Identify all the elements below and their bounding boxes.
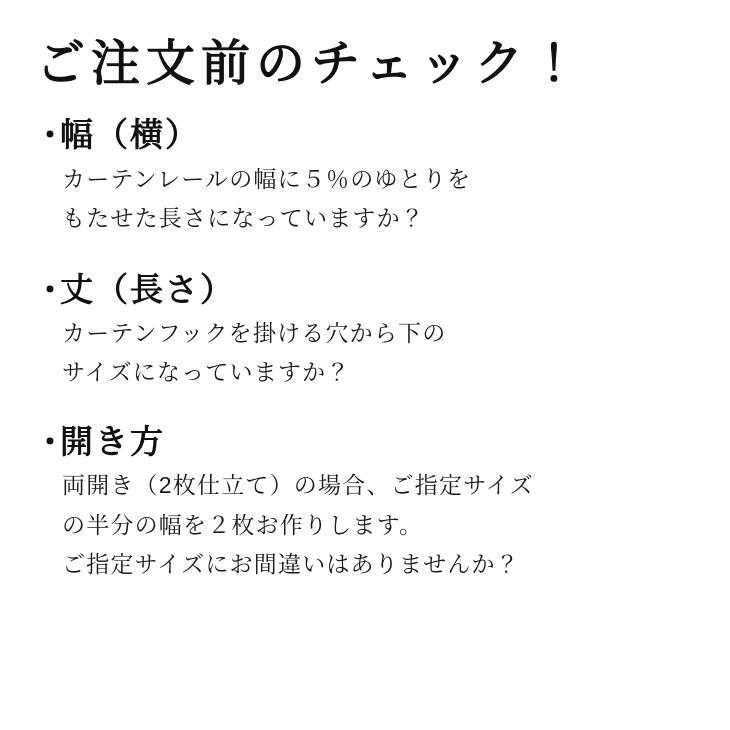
checklist-item-width-line-1: カーテンレールの幅に５％のゆとりを bbox=[62, 165, 472, 192]
page-title: ご注文前のチェック！ bbox=[36, 37, 585, 91]
checklist-item-width-line-2: もたせた長さになっていますか？ bbox=[62, 205, 425, 232]
checklist bbox=[34, 114, 702, 585]
checklist-item-opening-body bbox=[34, 466, 702, 585]
checklist-item-opening-title: 開き方 bbox=[60, 423, 165, 461]
checklist-item-width bbox=[34, 114, 702, 238]
checklist-item-width-body bbox=[34, 160, 702, 239]
checklist-item-length-head bbox=[34, 269, 702, 310]
checklist-item-opening-line-2: の半分の幅を２枚お作りします。 bbox=[62, 511, 424, 538]
bullet-icon: ・ bbox=[34, 424, 67, 461]
checklist-item-width-head bbox=[34, 114, 702, 155]
bullet-icon: ・ bbox=[34, 117, 67, 154]
checklist-item-width-title: 幅（横） bbox=[60, 116, 200, 154]
checklist-item-length-body bbox=[34, 314, 702, 393]
checklist-item-length-line-2: サイズになっていますか？ bbox=[62, 359, 351, 386]
checklist-item-length bbox=[34, 269, 702, 393]
checklist-item-opening-line-3: ご指定サイズにお間違いはありませんか？ bbox=[62, 551, 520, 578]
checklist-item-length-title: 丈（長さ） bbox=[60, 270, 235, 308]
bullet-icon: ・ bbox=[34, 271, 67, 308]
checklist-item-opening-head bbox=[34, 421, 702, 462]
checklist-item-length-line-1: カーテンフックを掛ける穴から下の bbox=[62, 319, 447, 346]
checklist-item-opening-line-1: 両開き（2枚仕立て）の場合、ご指定サイズ bbox=[62, 472, 534, 499]
checklist-item-opening bbox=[34, 421, 702, 585]
